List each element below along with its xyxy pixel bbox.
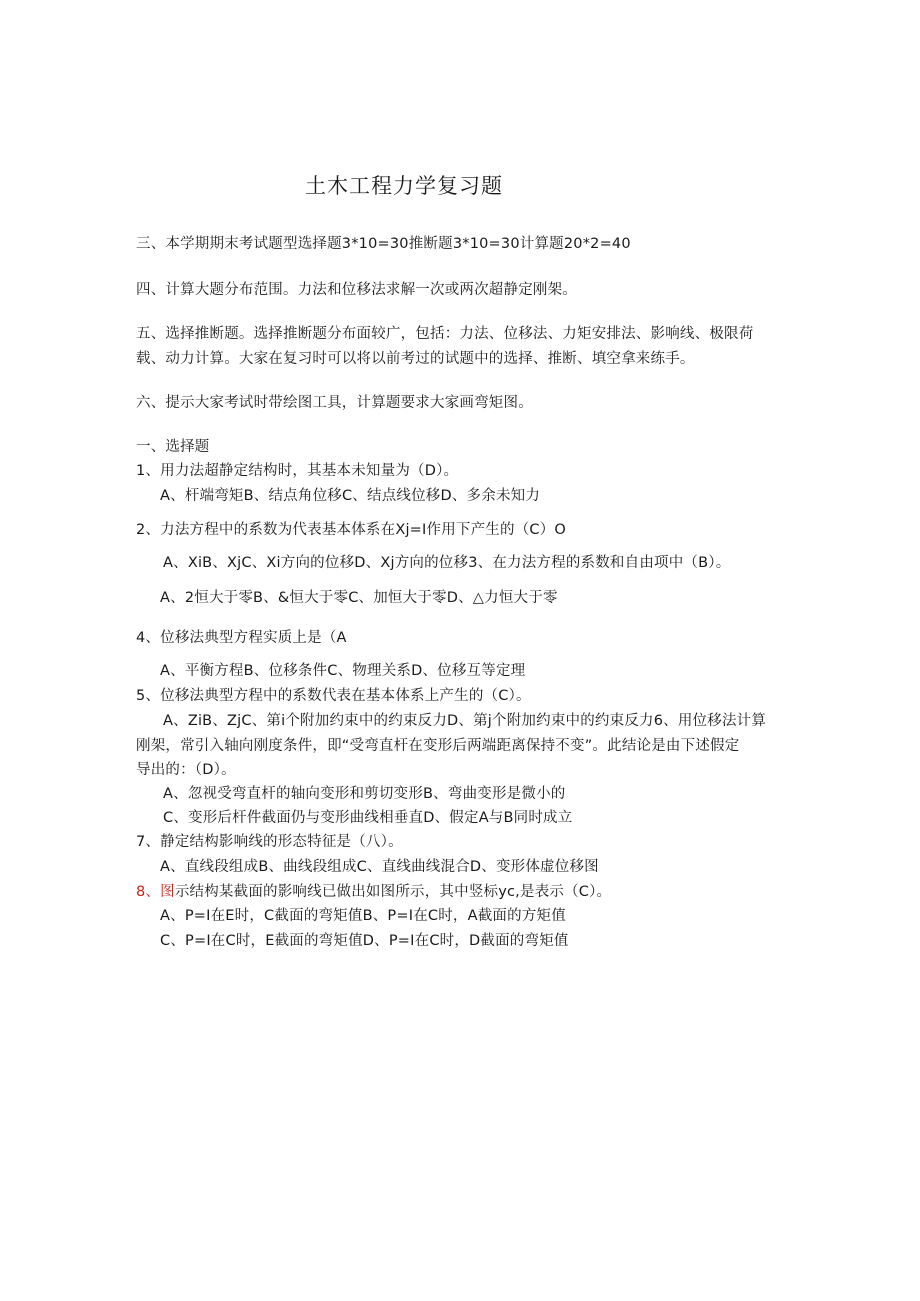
question-5-options: A、ZiB、ZjC、第i个附加约束中的约束反力D、第j个附加约束中的约束反力6、用位移法计算 <box>163 713 767 729</box>
question-8 <box>136 882 611 902</box>
note-section-4: 四、计算大题分布范围。力法和位移法求解一次或两次超静定刚架。 <box>136 282 577 298</box>
question-6-line3: 导出的：（D）。 <box>136 762 236 778</box>
page-title: 土木工程力学复习题 <box>305 174 503 198</box>
note-section-5-line1: 五、选择推断题。选择推断题分布面较广，包括：力法、位移法、力矩安排法、影响线、极限荷 <box>136 326 754 342</box>
question-5: 5、位移法典型方程中的系数代表在基本体系上产生的（C）。 <box>136 688 531 704</box>
question-1-options: A、杆端弯矩B、结点角位移C、结点线位移D、多余未知力 <box>160 488 541 504</box>
question-3-options: A、2恒大于零B、&恒大于零C、加恒大于零D、△力恒大于零 <box>160 590 558 606</box>
question-8-option-a: A、P=I在E时，C截面的弯矩值B、P=I在C时，A截面的方矩值 <box>160 908 566 924</box>
section-heading: 一、选择题 <box>136 439 210 455</box>
question-6-option-a: A、忽视受弯直杆的轴向变形和剪切变形B、弯曲变形是微小的 <box>163 786 566 802</box>
question-2: 2、力法方程中的系数为代表基本体系在Xj=I作用下产生的（C）O <box>136 522 567 538</box>
note-section-3: 三、本学期期末考试题型选择题3*10=30推断题3*10=30计算题20*2=40 <box>136 236 631 252</box>
question-7: 7、静定结构影响线的形态特征是（八）。 <box>136 834 403 850</box>
question-7-options: A、直线段组成B、曲线段组成C、直线曲线混合D、变形体虚位移图 <box>160 859 599 875</box>
question-4-options: A、平衡方程B、位移条件C、物理关系D、位移互等定理 <box>160 663 526 679</box>
question-2-options: A、XiB、XjC、Xi方向的位移D、Xj方向的位移3、在力法方程的系数和自由项中（B）。 <box>163 555 731 571</box>
question-4: 4、位移法典型方程实质上是（A <box>136 630 347 646</box>
question-8-text: 示结构某截面的影响线已做出如图所示，其中竖标yc,是表示（C）。 <box>174 884 612 900</box>
question-6-line2: 刚架，常引入轴向刚度条件，即“受弯直杆在变形后两端距离保持不变”。此结论是由下述假定 <box>136 738 740 754</box>
note-section-6: 六、提示大家考试时带绘图工具，计算题要求大家画弯矩图。 <box>136 395 533 411</box>
question-1: 1、用力法超静定结构时，其基本未知量为（D）。 <box>136 463 459 479</box>
question-8-number: 8、图 <box>136 884 175 900</box>
note-section-5-line2: 载、动力计算。大家在复习时可以将以前考过的试题中的选择、推断、填空拿来练手。 <box>136 351 695 367</box>
question-6-option-c: C、变形后杆件截面仍与变形曲线相垂直D、假定A与B同时成立 <box>163 810 573 826</box>
question-8-option-c: C、P=I在C时，E截面的弯矩值D、P=I在C时，D截面的弯矩值 <box>160 933 569 949</box>
